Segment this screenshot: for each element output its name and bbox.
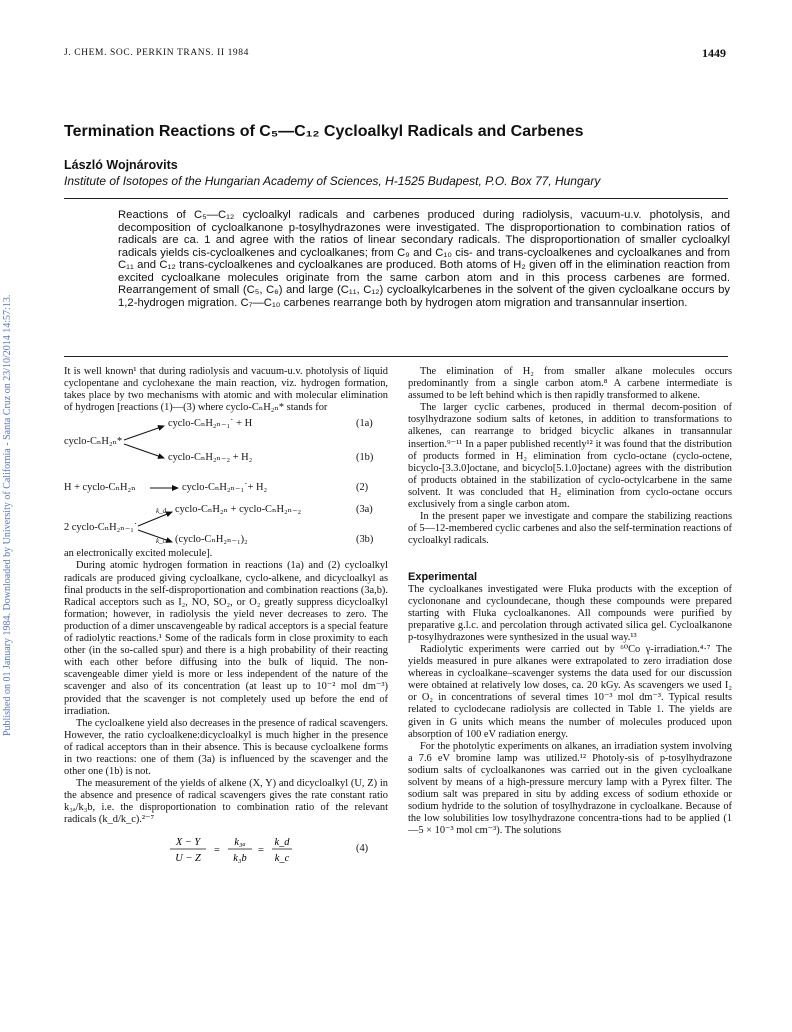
paragraph-atomic-hydrogen: During atomic hydrogen formation in reactions (1a) and (2) cycloalkyl radicals are produced giving cycloalkane, cyclo-alkene, and dicycloalkyl as final products in the self-disproportionation and combination reactions (3a,b). Radical acceptors such as I₂, NO, SO₂, or O₂ greatly suppress dicycloalkyl formation; however, in radiolysis the yield never decreases to zero. The production of a dimer unscavengeable by radical acceptors is a special feature of radiolytic reactions.¹ Some of the radicals form in close proximity to each other (in the so-called spur) and there is a high probability of their reacting with each other before diffusing into the bulk of liquid. The non-scavengeable dimer yield is more or less independent of the nature of the scavenger and also of its concentration (at least up to 10⁻² mol dm⁻³) provided that the scavenger is not completely used up before the end of irradiation. [64,560,388,717]
article-title: Termination Reactions of C₅—C₁₂ Cycloalkyl Radicals and Carbenes [64,123,584,140]
paragraph-h2-elimination: The elimination of H₂ from smaller alkane molecules occurs predominantly from a single carbon atom.⁸ A carbene intermediate is assumed to be left behind which is then rapidly transformed to alkene. [408,366,732,402]
svg-text:=: = [214,844,220,856]
eq4-lhs-numerator: X − Y [175,836,201,848]
abstract-bottom-rule [64,356,728,357]
left-column [64,366,388,867]
rate-label-kd: k_d [156,507,167,516]
eq4-rhs-denominator: k_c [274,852,290,864]
arrow-3b [138,530,172,542]
paragraph-cyclic-carbenes: The larger cyclic carbenes, produced in thermal decom-position of tosylhydrazone sodium salts of ketones, in addition to transformations to alkenes, can rearrange to bridged bicyclic alkanes in transannular insertion.⁹⁻¹¹ In a paper published recently¹² it was found that the distribution of products formed in H₂ elimination from cyclo-octane (cyclo-octene, bicyclo-[3.3.0]octane, and bicyclo[5.1.0]octane) agrees with the distribution of products obtained in the stabilization of cyclo-octylcarbene in the same solvent. It was concluded that H₂ elimination from cyclo-octane occurs exclusively from a single carbon atom. [408,402,732,511]
eq-number-2: (2) [356,482,369,494]
download-watermark: Published on 01 January 1984. Downloaded by University of California - Santa Cruz on 23/10/2014 14:57:13. [2,294,13,736]
product-2: cyclo-CₙH₂ₙ₋₁˙+ H₂ [182,482,268,494]
eq4-lhs-denominator: U − Z [175,852,201,864]
paragraph-continuation: an electronically excited molecule]. [64,548,213,560]
arrow-1b [124,444,164,458]
product-1b: cyclo-CₙH₂ₙ₋₂ + H₂ [168,452,253,464]
equation-4 [64,833,388,867]
eq4-rhs-numerator: k_d [274,836,290,848]
eq-number-4: (4) [356,842,369,854]
abstract-top-rule [64,198,728,199]
page-number: 1449 [702,46,726,60]
eq4-mid-denominator: k₃b [233,852,247,864]
product-1a: cyclo-CₙH₂ₙ₋₁˙ + H [168,418,253,430]
abstract: Reactions of C₅—C₁₂ cycloalkyl radicals and carbenes produced during radiolysis, vacuum-u.v. photolysis, and decomposition of cycloalkanone p-tosylhydrazones were investigated. The disproportionation to combination ratios of radicals are ca. 1 and agree with the ratios of linear secondary radicals. The disproportionation of smaller cycloalkyl radicals yields cis-cycloalkenes and cycloalkanes; from C₉ and C₁₀ cis- and trans-cycloalkenes and cycloalkanes and from C₁₁ and C₁₂ trans-cycloalkenes and cycloalkanes are produced. Both atoms of H₂ given off in the elimination reaction from excited cycloalkane molecules originate from the same carbon atom and in this process carbenes are formed. Rearrangement of small (C₅, C₆) and large (C₁₁, C₁₂) cycloalkylcarbenes in the solvent of the given cycloalkane occurs by 1,2-hydrogen migration. C₇—C₁₀ carbenes rearrange both by hydrogen atom migration and transannular insertion. [118,209,730,309]
reactant-3: 2 cyclo-CₙH₂ₙ₋₁˙ [64,522,138,534]
eq-number-3a: (3a) [356,504,373,516]
paragraph-radiolytic: Radiolytic experiments were carried out by ⁶⁰Co γ-irradiation.⁴·⁷ The yields measured in pure alkanes were extrapolated to zero irradiation dose whereas in cycloalkane–scavenger systems the data used for our discussion were obtained at relatively low doses, ca. 20 kGy. As scavengers we used I₂ or O₂ in concentrations of several times 10⁻³ mol dm⁻³. Typical results related to cyclodecane radiolysis are collected in Table 1. The yields are given in G units which means the number of molecules produced upon absorption of 100 eV radiation energy. [408,643,732,740]
running-head: J. CHEM. SOC. PERKIN TRANS. II 1984 [64,48,249,58]
paragraph-present-paper: In the present paper we investigate and compare the stabilizing reactions of 5—12-membered cyclic carbenes and also the self-termination reactions of cycloalkyl radicals. [408,511,732,547]
equation-4-fractions [170,834,320,866]
product-3a: cyclo-CₙH₂ₙ + cyclo-CₙH₂ₙ₋₂ [175,504,302,516]
paragraph-cycloalkene-yield: The cycloalkene yield also decreases in the presence of radical scavengers. However, the ratio cycloalkene:dicycloalkyl is much higher in the presence of radical acceptors than in their absence. This is because cycloalkene forms in two reactions: one of them (3a) is influenced by the scavenger and the other one (1b) is not. [64,717,388,778]
svg-text:=: = [258,844,264,856]
reactant-2: H + cyclo-CₙH₂ₙ [64,482,136,494]
intro-paragraph: It is well known¹ that during radiolysis and vacuum-u.v. photolysis of liquid cyclopentane and cyclohexane the main reaction, viz. hydrogen formation, takes place by two mechanisms with atomic and with molecular elimination of hydrogen [reactions (1)—(3) where cyclo-CₙH₂ₙ* stands for [64,366,388,414]
paragraph-measurement: The measurement of the yields of alkene (X, Y) and dicycloalkyl (U, Z) in the absence and presence of radical scavengers gives the rate constant ratio k₃ₐ/k₃b, i.e. the disproportionation to combination ratio of the relevant radicals (k_d/k_c).²⁻⁷ [64,778,388,826]
arrow-3a [138,512,172,526]
section-heading-experimental: Experimental [408,571,478,584]
eq-number-1b: (1b) [356,452,374,464]
right-column [408,366,732,837]
author-name: László Wojnárovits [64,158,178,172]
paragraph-materials: The cycloalkanes investigated were Fluka products with the exception of cyclononane and cycloundecane, though these compounds were prepared starting with Fluka cycloalkanones. All compounds were purified by preparative g.l.c. and percolation through activated silica gel. Cycloalkanone p-tosylhydrazones were synthesized in the usual way.¹³ [408,583,732,643]
author-affiliation: Institute of Isotopes of the Hungarian Academy of Sciences, H-1525 Budapest, P.O. Box 77, Hungary [64,174,601,188]
eq-number-1a: (1a) [356,418,373,430]
paragraph-photolytic: For the photolytic experiments on alkanes, an irradiation system involving a 7.6 eV bromine lamp was utilized.¹² Photoly-sis of p-tosylhydrazone sodium salts of cycloalkanones was carried out in the given cycloalkane solvent by means of a high-pressure mercury lamp with a Pyrex filter. The sodium salt was prepared in situ by adding excess of sodium ethoxide or sodium hydride to the solution of tosylhydrazone in cycloalkane. Because of the low solubilities low tosylhydrazone concentra-tions had to be applied (1—5 × 10⁻³ mol cm⁻³). The solutions [408,740,732,837]
reaction-schemes [64,418,388,546]
product-3b: (cyclo-CₙH₂ₙ₋₁)₂ [175,534,248,546]
eq4-mid-numerator: k₃ₐ [234,836,246,848]
eq-number-3b: (3b) [356,534,374,546]
rate-label-kc: k_c [156,537,166,546]
arrow-1a [124,426,164,440]
reactant-1: cyclo-CₙH₂ₙ* [64,436,123,448]
